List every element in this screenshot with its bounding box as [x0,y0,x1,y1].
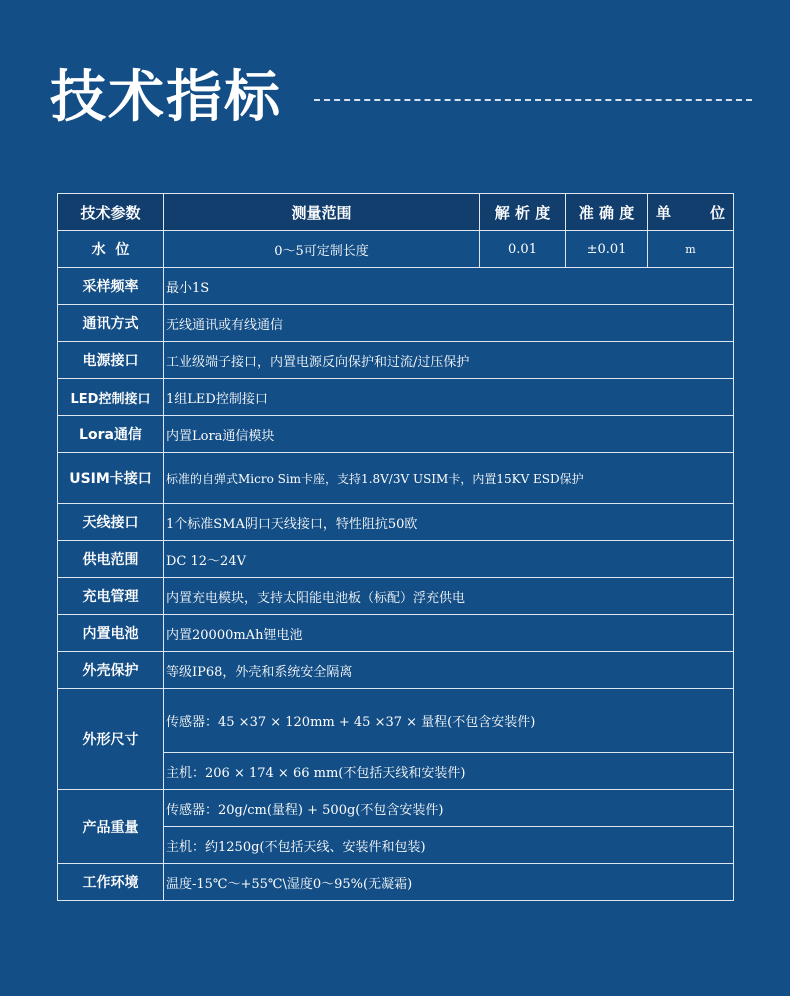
table-row [58,268,734,305]
environment-value: 温度-15℃～+55℃\湿度0～95%(无凝霜) [164,864,734,901]
row-value: DC 12～24V [164,541,734,578]
table-row [58,453,734,504]
row-value: 工业级端子接口，内置电源反向保护和过流/过压保护 [164,342,734,379]
row-label: 工作环境 [58,864,164,901]
row-label: 供电范围 [58,541,164,578]
row-value: 1组LED控制接口 [164,379,734,416]
table-row-environment [58,864,734,901]
table-row-size-sensor [58,689,734,753]
table-row [58,416,734,453]
table-row [58,379,734,416]
table-row-weight-sensor [58,790,734,827]
row-label: 水 位 [58,231,164,268]
row-label: 通讯方式 [58,305,164,342]
row-label: 电源接口 [58,342,164,379]
row-value: 内置充电模块，支持太阳能电池板（标配）浮充供电 [164,578,734,615]
page-title: 技术指标 [50,65,282,130]
header-unit [648,194,734,231]
header-unit-b: 位 [709,203,725,222]
row-label: USIM卡接口 [58,453,164,504]
header-accuracy: 准 确 度 [566,194,648,231]
table-row [58,504,734,541]
row-value: 标准的自弹式Micro Sim卡座，支持1.8V/3V USIM卡，内置15KV ESD保护 [164,453,734,504]
row-label: 充电管理 [58,578,164,615]
weight-host-value: 主机：约1250g(不包括天线、安装件和包装) [164,827,734,864]
row-label: 外形尺寸 [58,689,164,790]
table-row [58,342,734,379]
row-value: 内置Lora通信模块 [164,416,734,453]
header-range: 测量范围 [164,194,480,231]
row-label: LED控制接口 [58,379,164,416]
table-row [58,541,734,578]
table-row [58,578,734,615]
water-level-resolution: 0.01 [480,231,566,268]
row-value: 无线通讯或有线通信 [164,305,734,342]
table-row [58,615,734,652]
size-sensor-value: 传感器：45 ×37 × 120mm + 45 ×37 × 量程(不包含安装件) [164,689,734,753]
row-value: 最小1S [164,268,734,305]
table-header-row [58,194,734,231]
spec-table [57,193,734,901]
row-value: 1个标准SMA阴口天线接口，特性阻抗50欧 [164,504,734,541]
water-level-accuracy: ±0.01 [566,231,648,268]
row-label: 天线接口 [58,504,164,541]
size-host-value: 主机：206 × 174 × 66 mm(不包括天线和安装件) [164,753,734,790]
row-value: 内置20000mAh锂电池 [164,615,734,652]
table-row-water-level [58,231,734,268]
row-label: 内置电池 [58,615,164,652]
row-value: 等级IP68，外壳和系统安全隔离 [164,652,734,689]
title-divider [314,99,752,101]
water-level-unit: m [648,231,734,268]
row-label: Lora通信 [58,416,164,453]
header-param: 技术参数 [58,194,164,231]
header-resolution: 解 析 度 [480,194,566,231]
row-label: 采样频率 [58,268,164,305]
water-level-range: 0～5可定制长度 [164,231,480,268]
weight-sensor-value: 传感器：20g/cm(量程) + 500g(不包含安装件) [164,790,734,827]
row-label: 外壳保护 [58,652,164,689]
table-row [58,652,734,689]
header-unit-a: 单 [656,203,672,222]
row-label: 产品重量 [58,790,164,864]
table-row [58,305,734,342]
